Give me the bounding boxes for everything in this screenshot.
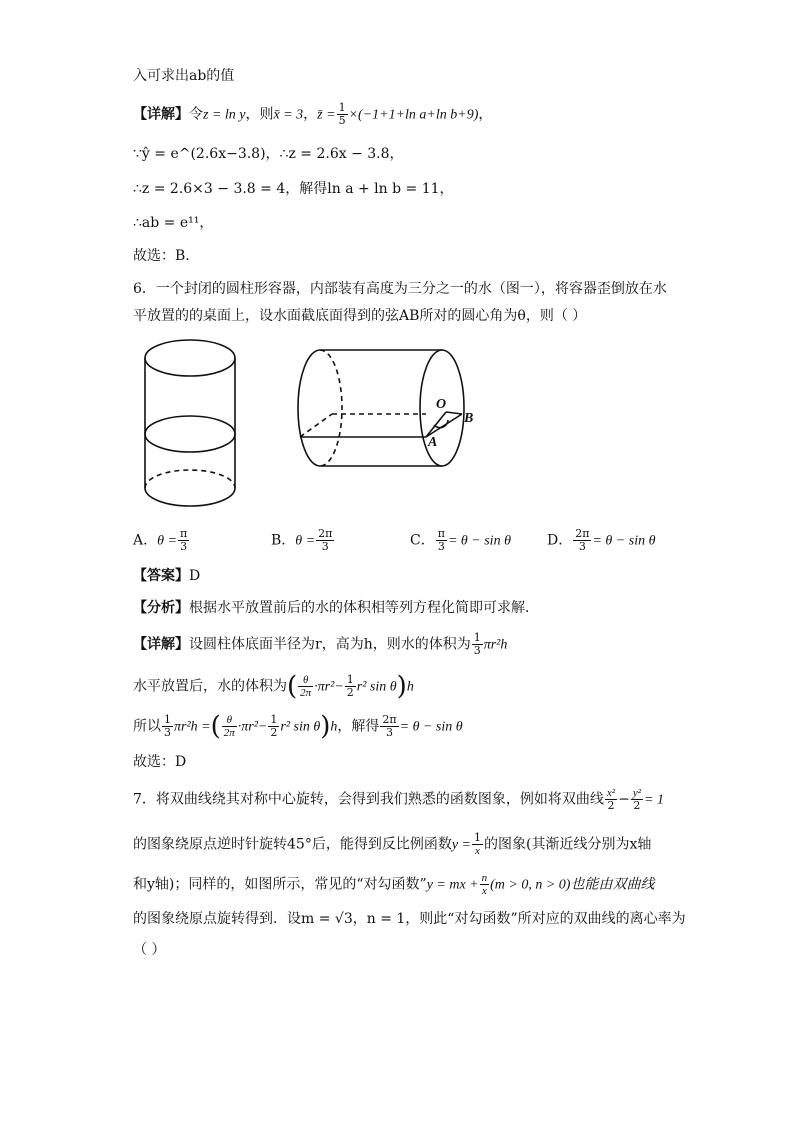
vertical-cylinder-figure	[140, 336, 242, 514]
detail-label: 【详解】	[133, 106, 189, 123]
q5-detail-line-2: ∵ŷ = e^(2.6x−3.8)，∴z = 2.6x − 3.8，	[133, 146, 404, 162]
q6-stem-line-2: 平放置的的桌面上，设水面截底面得到的弦AB所对的圆心角为θ，则（ ）	[133, 308, 587, 324]
option-d[interactable]: D． $\frac{2\pi}{3}$ = θ − sin θ	[547, 527, 656, 553]
q5-detail-line-3: ∴z = 2.6×3 − 3.8 = 4，解得ln a + ln b = 11，	[133, 181, 454, 197]
q7-line-3: 和y轴)；同样的，如图所示，常见的“对勾函数”y = mx + $\frac{n}{x}$ (m > 0, n > 0)也能由双曲线	[133, 872, 655, 897]
equation: = 1	[644, 792, 664, 808]
analysis-label: 【分析】	[133, 600, 189, 616]
label-o: O	[436, 397, 447, 412]
q7-line-1: 7．将双曲线绕其对称中心旋转，会得到我们熟悉的函数图象，例如将双曲线 $\frac{\text{x²}}{2}$ − $\frac{\text{y²}}{2}$ = 1	[133, 787, 664, 812]
analysis-text: 根据水平放置前后的水的体积相等列方程化简即可求解．	[189, 600, 539, 616]
text: 水平放置后，水的体积为	[133, 678, 287, 695]
fraction: $\frac{1}{5}$	[338, 101, 346, 127]
horizontal-cylinder-figure	[290, 346, 480, 470]
continuation-line: 入可求出ab的值	[133, 68, 235, 84]
text: 所以	[133, 718, 161, 735]
label-a: A	[428, 435, 438, 450]
text: 令	[189, 106, 203, 123]
equation: z̄ =	[317, 107, 336, 123]
q7-line-4: 的图象绕原点旋转得到．设m = √3，n = 1，则此“对勾函数”所对应的双曲线的离心率为	[133, 911, 686, 927]
equation: (m > 0, n > 0)也能由双曲线	[490, 877, 655, 893]
q7-line-2: 的图象绕原点逆时针旋转45°后，能得到反比例函数y = $\frac{1}{x}$ 的图象(其渐近线分别为x轴	[133, 831, 652, 857]
q6-detail-line-2: 水平放置后，水的体积为( $\frac{\theta}{2\pi}$ ·πr²− $\frac{1}{2}$ r² sin θ)h	[133, 671, 414, 702]
q5-detail-line-1	[133, 102, 492, 127]
q7-line-5: （ ）	[133, 942, 166, 958]
answer-label: 【答案】	[133, 568, 189, 584]
equation: ×(−1+1+ln a+ln b+9)	[348, 107, 479, 123]
option-c[interactable]: C． $\frac{\pi}{3}$ = θ − sin θ	[410, 527, 511, 553]
q5-answer: 故选：B.	[133, 248, 190, 264]
equation: x̄ = 3	[273, 107, 304, 123]
q6-answer-line	[133, 566, 200, 586]
answer-value: D	[189, 568, 201, 584]
q6-stem-line-1: 6．一个封闭的圆柱形容器，内部装有高度为三分之一的水（图一），将容器歪倒放在水	[133, 281, 667, 297]
equation: πr²h	[483, 637, 508, 653]
q5-detail-line-4: ∴ab = e¹¹，	[133, 215, 214, 231]
text: 的图象(其渐近线分别为x轴	[484, 836, 652, 853]
q6-answer: 故选：D	[133, 754, 187, 770]
text: ，解得	[337, 718, 380, 735]
q6-detail-line-3: 所以 $\frac{1}{3}$ πr²h =( $\frac{\theta}{2\pi}$ ·πr²− $\frac{1}{2}$ r² sin θ)h，解得 $\frac{2\pi}{3}$ = θ − sin θ	[133, 711, 463, 742]
text: ，则	[245, 106, 274, 123]
option-b[interactable]: B．θ = $\frac{2\pi}{3}$	[271, 527, 333, 553]
text: 的图象绕原点逆时针旋转45°后，能得到反比例函数	[133, 836, 452, 853]
text: 和y轴)；同样的，如图所示，常见的“对勾函数”	[133, 876, 427, 893]
text: ，	[478, 106, 493, 123]
option-a[interactable]: A．θ = $\frac{\pi}{3}$	[133, 527, 188, 553]
text: 设圆柱体底面半径为r，高为h，则水的体积为	[189, 636, 471, 653]
equation: z = ln y	[203, 107, 246, 123]
q6-detail-line-1: 【详解】设圆柱体底面半径为r，高为h，则水的体积为 $\frac{1}{3}$ πr²h	[133, 631, 508, 657]
detail-label: 【详解】	[133, 636, 189, 653]
label-b: B	[464, 411, 474, 426]
text: 7．将双曲线绕其对称中心旋转，会得到我们熟悉的函数图象，例如将双曲线	[133, 791, 604, 808]
q6-analysis-line	[133, 598, 539, 618]
text: ，	[303, 106, 318, 123]
